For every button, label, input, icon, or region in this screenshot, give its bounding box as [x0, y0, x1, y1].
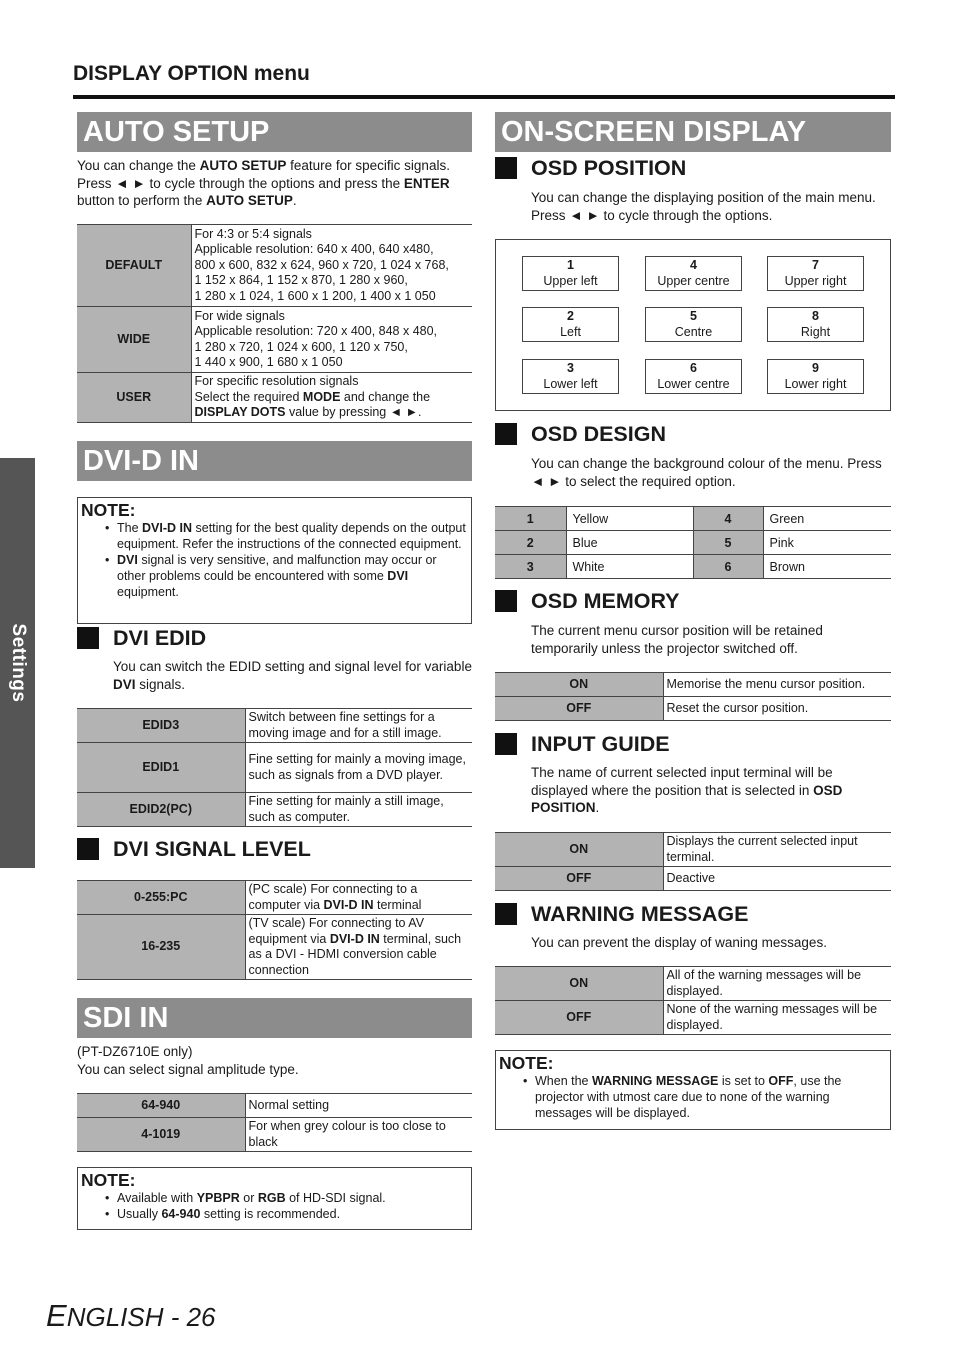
- table-row: [77, 1118, 472, 1152]
- table-key: OFF: [495, 867, 663, 891]
- table-row: [77, 373, 472, 423]
- table-value: White: [566, 555, 693, 579]
- table-row: [77, 793, 472, 827]
- table-key: 16-235: [77, 915, 245, 980]
- heading-square-icon: [495, 423, 517, 445]
- table-value: Displays the current selected input terminal.: [663, 833, 891, 867]
- input-guide-table: [495, 832, 891, 891]
- osd-position-cell: 2 Left: [522, 307, 619, 342]
- table-row: [77, 743, 472, 793]
- note-item: • When the WARNING MESSAGE is set to OFF, use the projector with utmost care due to none of the warning messages will be displayed.: [499, 1073, 887, 1121]
- osd-design-table: [495, 506, 891, 579]
- sdi-in-banner: SDI IN: [77, 998, 472, 1038]
- auto-setup-intro: You can change the AUTO SETUP feature for specific signals. Press ◄ ► to cycle through the options and press the ENTER button to perform the AUTO SETUP.: [77, 158, 450, 208]
- osd-position-cell: 6 Lower centre: [645, 359, 742, 394]
- table-key: 2: [495, 531, 566, 555]
- table-key: OFF: [495, 697, 663, 721]
- table-row: [495, 555, 891, 579]
- table-row: [77, 709, 472, 743]
- auto-setup-banner: AUTO SETUP: [77, 112, 472, 152]
- table-row: [77, 225, 472, 307]
- table-value: Brown: [763, 555, 891, 579]
- table-key: USER: [77, 373, 191, 423]
- table-value: (PC scale) For connecting to a computer via DVI-D IN terminal: [245, 881, 472, 915]
- table-row: [77, 915, 472, 980]
- auto-setup-table: [77, 224, 472, 423]
- osd-memory-intro: The current menu cursor position will be retained temporarily unless the projector switched off.: [531, 623, 823, 656]
- table-value: Blue: [566, 531, 693, 555]
- table-key: ON: [495, 967, 663, 1001]
- dvi-edid-table: [77, 708, 472, 827]
- osd-design-intro: You can change the background colour of the menu. Press ◄ ► to select the required option.: [531, 456, 882, 489]
- table-row: [77, 1094, 472, 1118]
- table-row: [77, 307, 472, 373]
- table-key: EDID1: [77, 743, 245, 793]
- dvi-d-in-banner: DVI-D IN: [77, 441, 472, 481]
- dvi-signal-level-heading: DVI SIGNAL LEVEL: [77, 837, 311, 861]
- table-value: Yellow: [566, 507, 693, 531]
- osd-position-cell: 4 Upper centre: [645, 256, 742, 291]
- table-value: None of the warning messages will be displayed.: [663, 1001, 891, 1035]
- table-key: 64-940: [77, 1094, 245, 1118]
- table-value: Memorise the menu cursor position.: [663, 673, 891, 697]
- note-item: • Usually 64-940 setting is recommended.: [81, 1206, 468, 1222]
- table-row: [495, 507, 891, 531]
- header-rule: [73, 95, 895, 99]
- osd-position-intro: You can change the displaying position of the main menu. Press ◄ ► to cycle through the options.: [531, 190, 876, 223]
- table-value: For when grey colour is too close to black: [245, 1118, 472, 1152]
- table-key: DEFAULT: [77, 225, 191, 307]
- osd-position-grid: [495, 239, 891, 411]
- page-footer: ENGLISH - 26: [46, 1298, 216, 1333]
- table-value: Deactive: [663, 867, 891, 891]
- table-row: [77, 881, 472, 915]
- warning-note-box: [495, 1050, 891, 1130]
- osd-position-cell: 5 Centre: [645, 307, 742, 342]
- warning-message-intro: You can prevent the display of waning messages.: [531, 935, 827, 950]
- table-value: Green: [763, 507, 891, 531]
- sdi-in-intro: (PT-DZ6710E only) You can select signal amplitude type.: [77, 1044, 299, 1077]
- note-item: • Available with YPBPR or RGB of HD-SDI signal.: [81, 1190, 468, 1206]
- table-key: 5: [693, 531, 763, 555]
- note-title: NOTE:: [81, 1170, 136, 1190]
- table-key: WIDE: [77, 307, 191, 373]
- dvi-signal-level-table: [77, 880, 472, 980]
- note-title: NOTE:: [81, 500, 136, 520]
- table-value: Normal setting: [245, 1094, 472, 1118]
- table-key: 4-1019: [77, 1118, 245, 1152]
- osd-position-cell: 7 Upper right: [767, 256, 864, 291]
- heading-square-icon: [77, 627, 99, 649]
- table-value: For wide signals Applicable resolution: 720 x 400, 848 x 480, 1 280 x 720, 1 024 x 600, 1 120 x 750, 1 440 x 900, 1 680 x 1 050: [191, 307, 472, 373]
- table-key: ON: [495, 673, 663, 697]
- table-key: 3: [495, 555, 566, 579]
- table-key: EDID3: [77, 709, 245, 743]
- heading-square-icon: [495, 733, 517, 755]
- page-header: DISPLAY OPTION menu: [73, 62, 310, 85]
- note-item: • The DVI-D IN setting for the best quality depends on the output equipment. Refer the instructions of the connected equipment.: [81, 520, 468, 552]
- table-key: 1: [495, 507, 566, 531]
- table-row: [495, 967, 891, 1001]
- sdi-in-table: [77, 1093, 472, 1152]
- table-key: ON: [495, 833, 663, 867]
- heading-square-icon: [77, 838, 99, 860]
- dvi-note-box: [77, 497, 472, 624]
- side-tab: [0, 458, 35, 868]
- table-row: [495, 673, 891, 697]
- table-value: All of the warning messages will be displayed.: [663, 967, 891, 1001]
- table-value: For 4:3 or 5:4 signals Applicable resolution: 640 x 400, 640 x480, 800 x 600, 832 x 624, 960 x 720, 1 024 x 768, 1 152 x 864, 1 152 x 870, 1 280 x 960, 1 280 x 1 024, 1 600 x 1 200, 1 400 x 1 050: [191, 225, 472, 307]
- sdi-note-box: [77, 1167, 472, 1230]
- table-key: 0-255:PC: [77, 881, 245, 915]
- table-value: Switch between fine settings for a moving image and for a still image.: [245, 709, 472, 743]
- side-tab-label: Settings: [7, 623, 29, 703]
- osd-position-cell: 8 Right: [767, 307, 864, 342]
- table-row: [495, 531, 891, 555]
- table-row: [495, 833, 891, 867]
- osd-memory-heading: OSD MEMORY: [495, 589, 680, 613]
- table-row: [495, 1001, 891, 1035]
- table-key: 4: [693, 507, 763, 531]
- table-value: Reset the cursor position.: [663, 697, 891, 721]
- input-guide-intro: The name of current selected input terminal will be displayed where the position that is selected in OSD POSITION.: [531, 765, 843, 815]
- osd-position-cell: 1 Upper left: [522, 256, 619, 291]
- table-value: Fine setting for mainly a moving image, such as signals from a DVD player.: [245, 743, 472, 793]
- table-value: (TV scale) For connecting to AV equipment via DVI-D IN terminal, such as a DVI - HDMI conversion cable connection: [245, 915, 472, 980]
- osd-position-heading: OSD POSITION: [495, 156, 686, 180]
- osd-design-heading: OSD DESIGN: [495, 422, 666, 446]
- table-row: [495, 867, 891, 891]
- note-title: NOTE:: [499, 1053, 554, 1073]
- table-value: For specific resolution signals Select the required MODE and change the DISPLAY DOTS value by pressing ◄ ►.: [191, 373, 472, 423]
- osd-position-cell: 3 Lower left: [522, 359, 619, 394]
- table-value: Pink: [763, 531, 891, 555]
- heading-square-icon: [495, 157, 517, 179]
- osd-position-cell: 9 Lower right: [767, 359, 864, 394]
- table-row: [495, 697, 891, 721]
- warning-message-table: [495, 966, 891, 1035]
- dvi-edid-intro: You can switch the EDID setting and signal level for variable DVI signals.: [113, 659, 472, 692]
- note-item: • DVI signal is very sensitive, and malfunction may occur or other problems could be encountered with some DVI equipment.: [81, 552, 468, 600]
- table-key: 6: [693, 555, 763, 579]
- heading-square-icon: [495, 590, 517, 612]
- table-key: EDID2(PC): [77, 793, 245, 827]
- table-value: Fine setting for mainly a still image, such as computer.: [245, 793, 472, 827]
- on-screen-display-banner: ON-SCREEN DISPLAY: [495, 112, 891, 152]
- dvi-edid-heading: DVI EDID: [77, 626, 206, 650]
- osd-memory-table: [495, 672, 891, 721]
- input-guide-heading: INPUT GUIDE: [495, 732, 670, 756]
- warning-message-heading: WARNING MESSAGE: [495, 902, 748, 926]
- table-key: OFF: [495, 1001, 663, 1035]
- heading-square-icon: [495, 903, 517, 925]
